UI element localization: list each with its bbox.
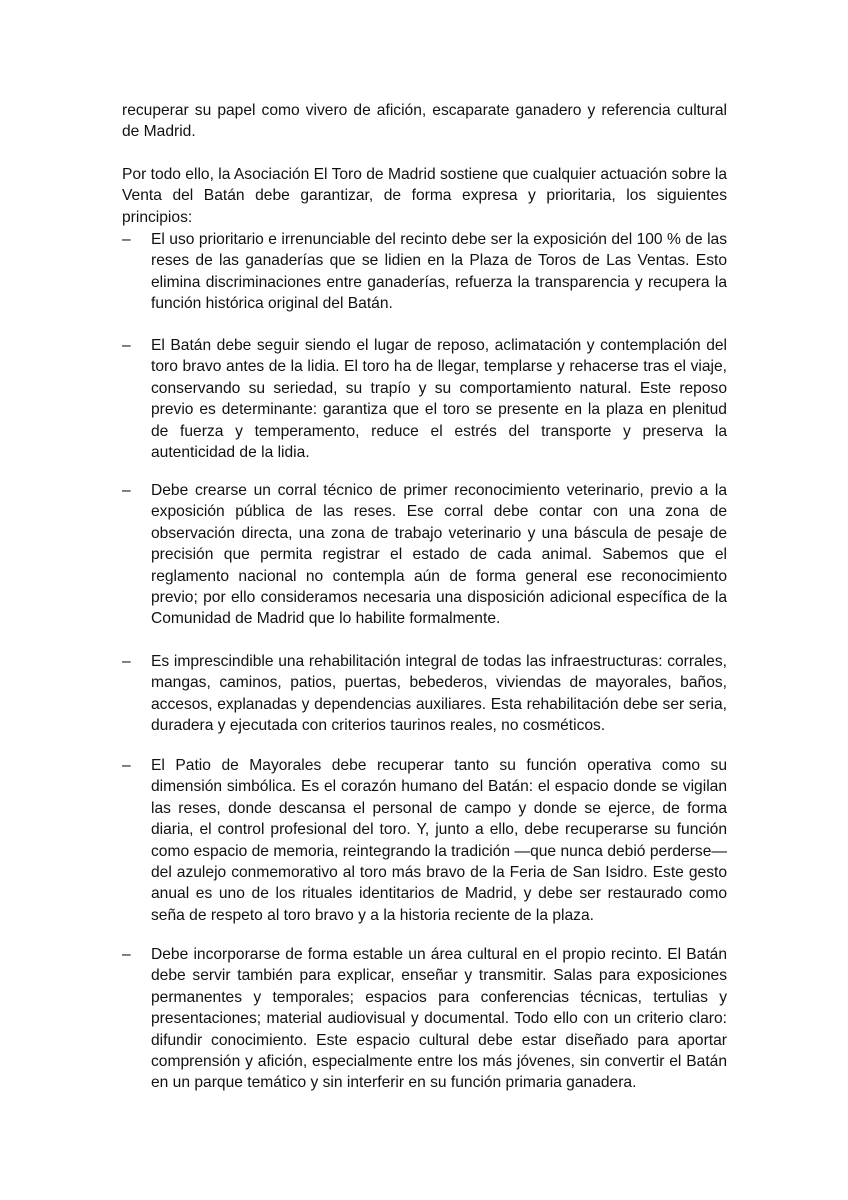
dash-bullet-icon: – xyxy=(122,231,131,248)
principle-list-item xyxy=(122,944,727,1094)
principle-text-patio-mayorales: El Patio de Mayorales debe recuperar tanto su función operativa como su dimensión simbólica. Es el corazón humano del Batán: el espacio donde se vigilan las reses, donde descansa el personal de campo y donde se ejerce, de forma diaria, el control profesional del toro. Y, junto a ello, debe recuperarse su función como espacio de memoria, reintegrando la tradición —que nunca debió perderse— del azulejo conmemorativo al toro más bravo de la Feria de San Isidro. Este gesto anual es uno de los rituales identitarios de Madrid, y debe ser restaurado como seña de respeto al toro bravo y a la historia reciente de la plaza. xyxy=(151,757,727,924)
principle-list-item xyxy=(122,335,727,463)
dash-bullet-icon: – xyxy=(122,946,131,963)
principle-text-rest: El Batán debe seguir siendo el lugar de reposo, aclimatación y contemplación del toro bravo antes de la lidia. El toro ha de llegar, templarse y rehacerse tras el viaje, conservando su seriedad, su trapío y su comportamiento natural. Este reposo previo es determinante: garantiza que el toro se presente en la plaza en plenitud de fuerza y temperamento, reduce el estrés del transporte y preserva la autenticidad de la lidia. xyxy=(151,337,727,462)
intro-paragraph-continuation: recuperar su papel como vivero de afición, escaparate ganadero y referencia cultural de Madrid. xyxy=(122,102,727,141)
principle-list-item xyxy=(122,651,727,737)
principle-list-item xyxy=(122,480,727,630)
dash-bullet-icon: – xyxy=(122,757,131,774)
dash-bullet-icon: – xyxy=(122,653,131,670)
principle-text-cultural-area: Debe incorporarse de forma estable un área cultural en el propio recinto. El Batán debe servir también para explicar, enseñar y transmitir. Salas para exposiciones permanentes y temporales; espacios para conferencias técnicas, tertulias y presentaciones; material audiovisual y documental. Todo ello con un criterio claro: difundir conocimiento. Este espacio cultural debe estar diseñado para aportar comprensión y afición, especialmente entre los más jóvenes, sin convertir el Batán en un parque temático y sin interferir en su función primaria ganadera. xyxy=(151,946,727,1092)
dash-bullet-icon: – xyxy=(122,337,131,354)
principle-text-veterinary-corral: Debe crearse un corral técnico de primer reconocimiento veterinario, previo a la exposición pública de las reses. Ese corral debe contar con una zona de observación directa, una zona de trabajo veterinario y una báscula de pesaje de precisión que permita registrar el estado de cada animal. Sabemos que el reglamento nacional no contempla aún de forma general ese reconocimiento previo; por ello consideramos necesaria una disposición adicional específica de la Comunidad de Madrid que lo habilite formalmente. xyxy=(151,482,727,628)
principle-text-exposure: El uso prioritario e irrenunciable del recinto debe ser la exposición del 100 % de las reses de las ganaderías que se lidien en la Plaza de Toros de Las Ventas. Esto elimina discriminaciones entre ganaderías, refuerza la transparencia y recupera la función histórica original del Batán. xyxy=(151,231,727,313)
dash-bullet-icon: – xyxy=(122,482,131,499)
principle-list-item xyxy=(122,755,727,926)
principle-text-rehabilitation: Es imprescindible una rehabilitación integral de todas las infraestructuras: corrales, mangas, caminos, patios, puertas, bebederos, viviendas de mayorales, baños, accesos, explanadas y dependencias auxiliares. Esta rehabilitación debe ser seria, duradera y ejecutada con criterios taurinos reales, no cosméticos. xyxy=(151,653,727,735)
intro-paragraph-principles: Por todo ello, la Asociación El Toro de Madrid sostiene que cualquier actuación sobre la Venta del Batán debe garantizar, de forma expresa y prioritaria, los siguientes principios: xyxy=(122,166,727,226)
principle-list-item xyxy=(122,229,727,315)
